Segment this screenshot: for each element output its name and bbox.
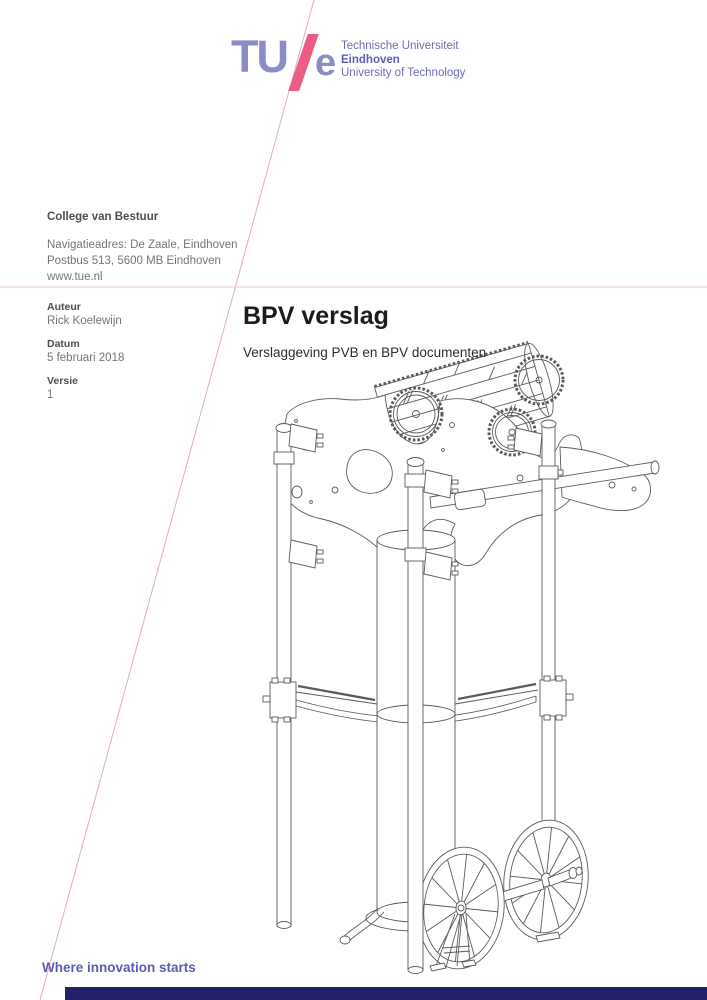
department-name: College van Bestuur: [47, 211, 159, 223]
version-label: Versie: [47, 375, 78, 387]
version-value: 1: [47, 389, 54, 401]
back-wheel: [498, 816, 594, 944]
logo-letters-tu: TU: [231, 31, 287, 82]
meta-date: [47, 338, 124, 364]
address-line: Postbus 513, 5600 MB Eindhoven: [47, 255, 221, 267]
website-url: www.tue.nl: [47, 271, 103, 283]
document-title: BPV verslag: [243, 302, 389, 330]
logo-letter-e: e: [315, 42, 337, 84]
author-value: Rick Koelewijn: [47, 315, 122, 327]
tue-logo: [231, 33, 341, 95]
author-label: Auteur: [47, 301, 81, 313]
footer-bar: [65, 987, 707, 1000]
address-line: Navigatieadres: De Zaale, Eindhoven: [47, 239, 238, 251]
document-subtitle: Verslaggeving PVB en BPV documenten: [243, 345, 487, 360]
logo-wordmark: [341, 40, 465, 81]
address-block: [47, 237, 238, 285]
meta-version: [47, 375, 78, 401]
date-label: Datum: [47, 338, 80, 350]
logo-line-3: University of Technology: [341, 67, 466, 79]
logo-line-1: Technische Universiteit: [341, 40, 459, 52]
logo-line-2: Eindhoven: [341, 53, 400, 66]
meta-author: [47, 301, 122, 327]
date-value: 5 februari 2018: [47, 352, 125, 364]
tue-slogan: Where innovation starts: [42, 960, 196, 975]
